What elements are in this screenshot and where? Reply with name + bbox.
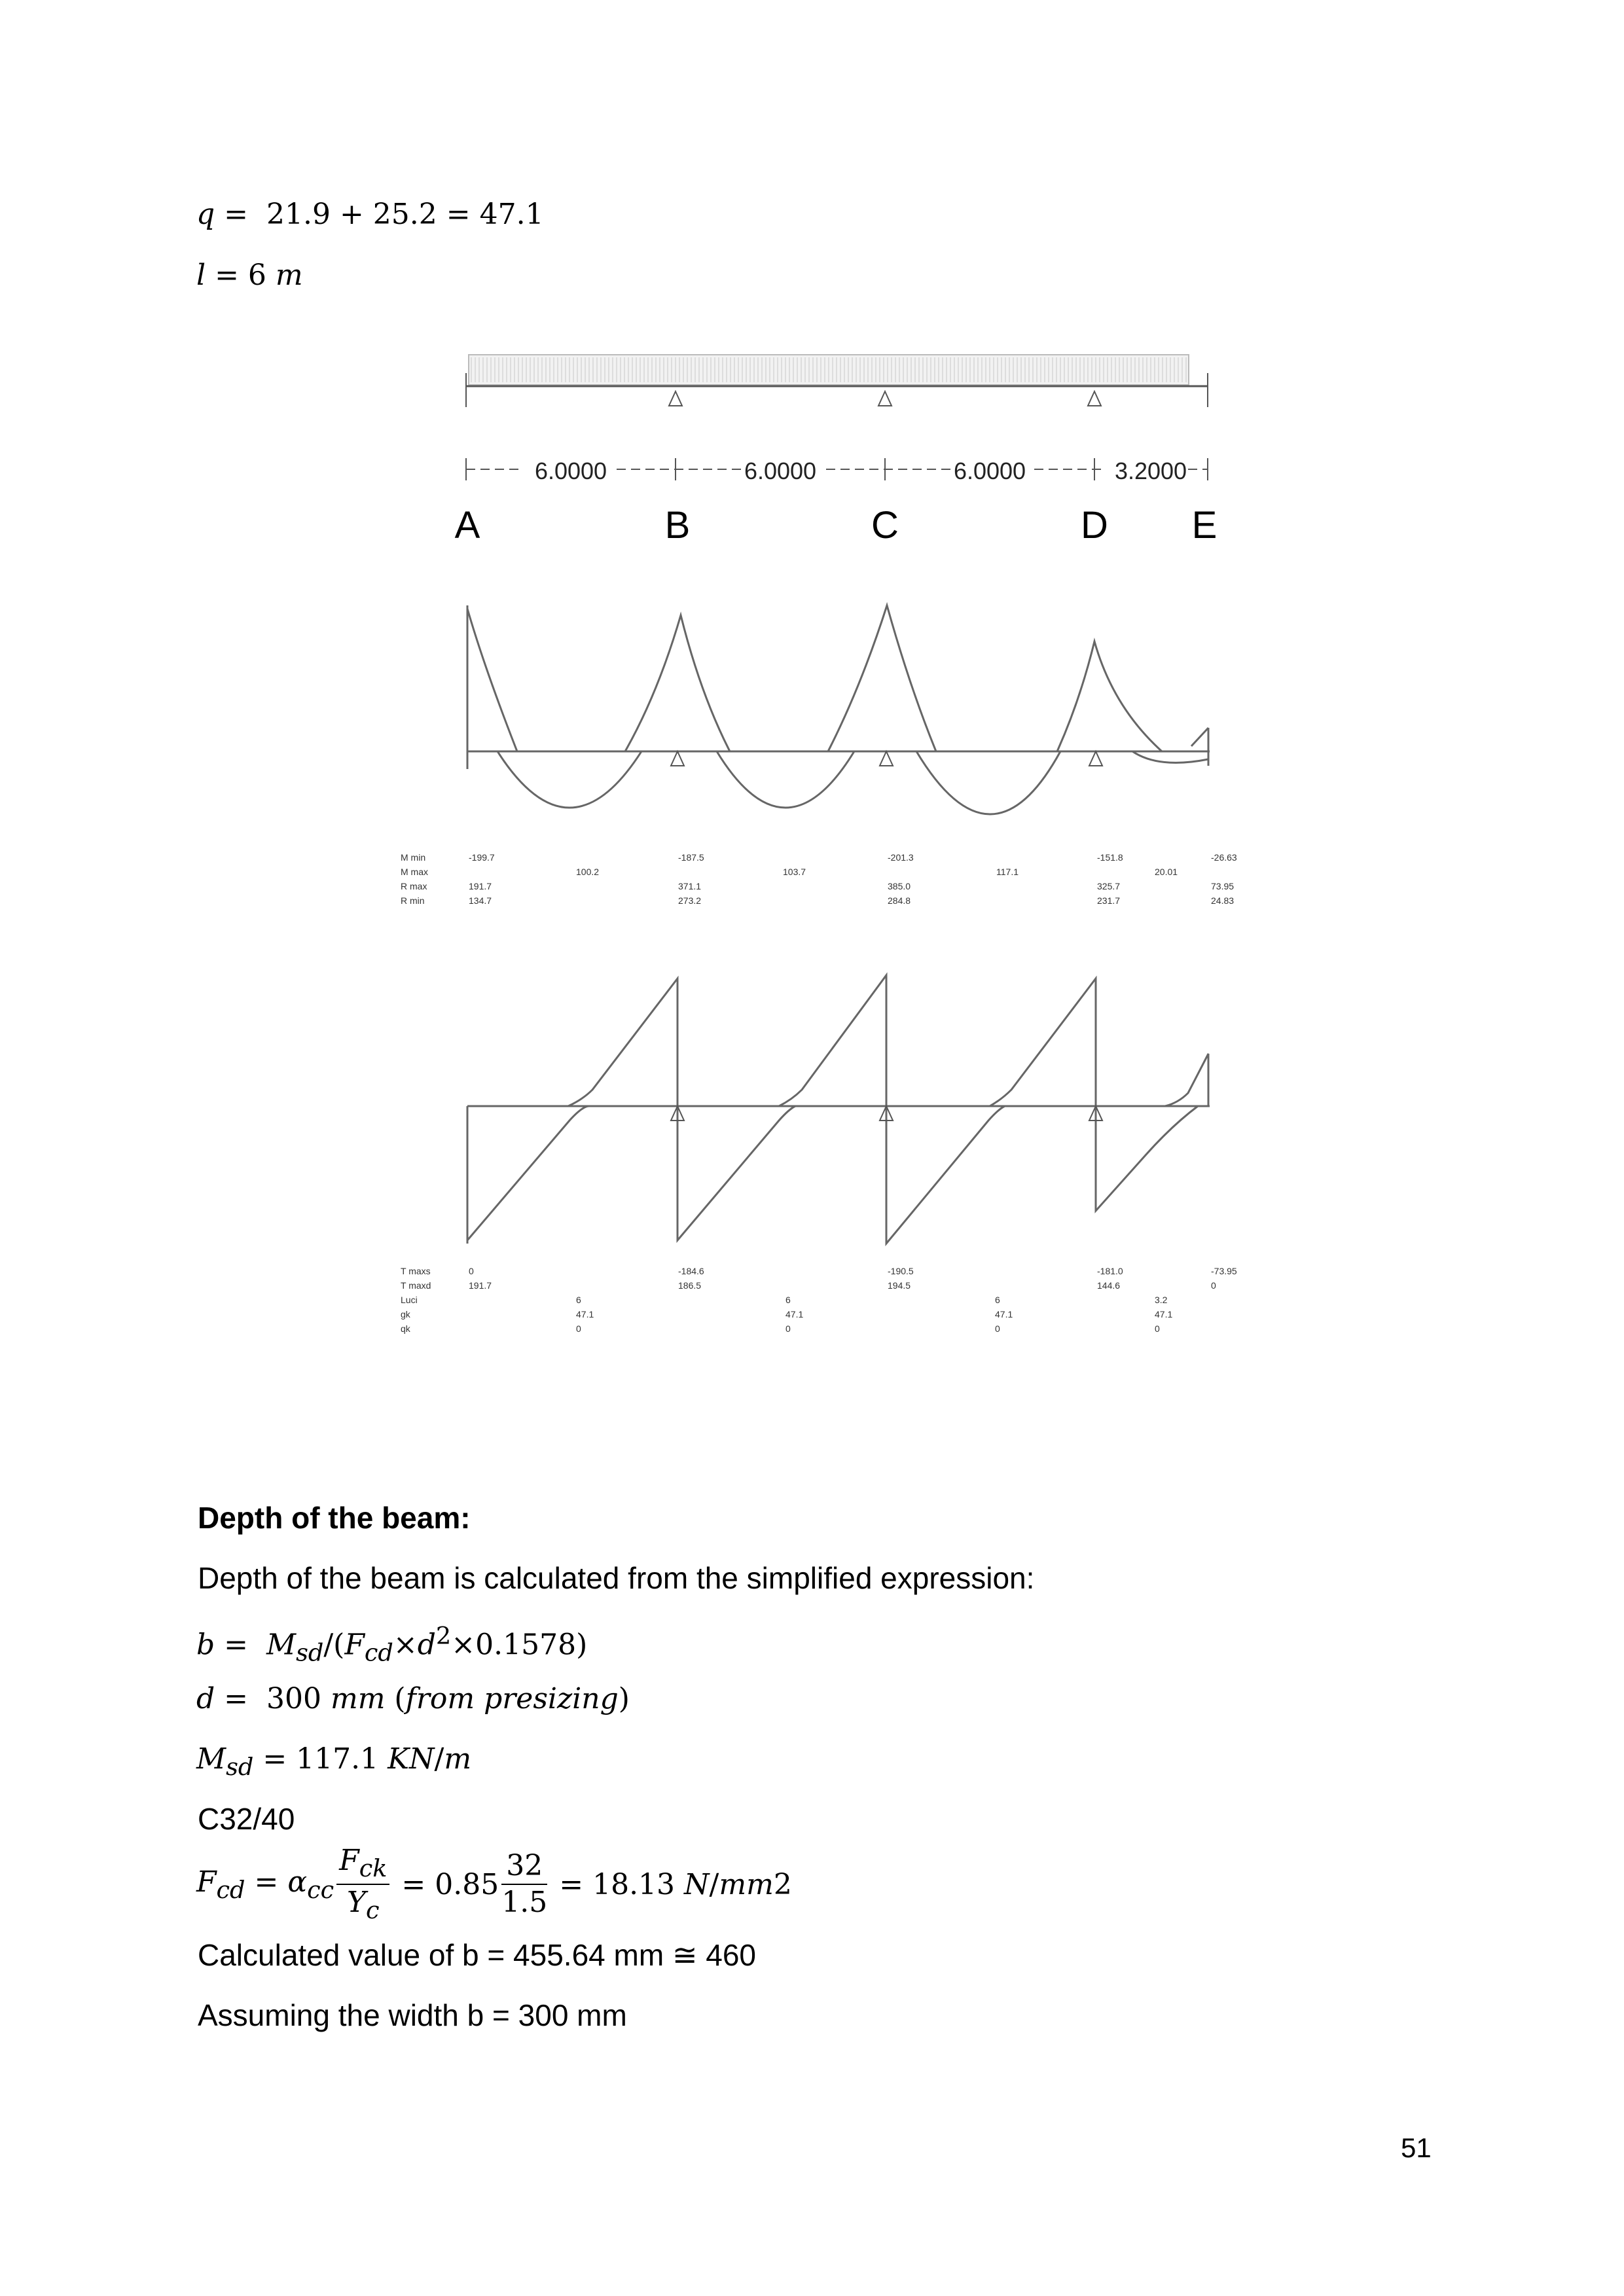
row-label: R max (401, 881, 427, 891)
table-cell: -151.8 (1097, 852, 1123, 863)
table-cell: 191.7 (469, 881, 492, 891)
row-label: R min (401, 895, 425, 906)
span-label: 3.2000 (1114, 457, 1187, 484)
table-cell: 73.95 (1211, 881, 1235, 891)
support-icon (671, 751, 1102, 766)
table-cell: 6 (785, 1295, 791, 1305)
section-heading: Depth of the beam: (198, 1501, 471, 1535)
support-icon (669, 391, 1101, 406)
table-cell: 0 (469, 1266, 474, 1276)
result-text: Calculated value of b = 455.64 mm ≅ 460 (198, 1938, 756, 1972)
table-cell: 117.1 (996, 867, 1019, 877)
page-number: 51 (1401, 2132, 1432, 2163)
table-cell: 186.5 (678, 1280, 702, 1291)
table-cell: 6 (995, 1295, 1000, 1305)
table-cell: -73.95 (1211, 1266, 1237, 1276)
row-label: M max (401, 867, 428, 877)
table-cell: 47.1 (785, 1309, 804, 1319)
table-cell: 325.7 (1097, 881, 1121, 891)
equation-d: d = 300 mm (from presizing) (196, 1682, 630, 1715)
table-cell: 0 (1155, 1323, 1160, 1334)
node-label: B (664, 504, 691, 547)
intro-text: Depth of the beam is calculated from the simplified expression: (198, 1561, 1035, 1595)
table-cell: 144.6 (1097, 1280, 1121, 1291)
table-cell: 0 (785, 1323, 791, 1334)
table-cell: 134.7 (469, 895, 492, 906)
node-label: C (871, 504, 899, 547)
table-cell: -184.6 (678, 1266, 704, 1276)
table-cell: 371.1 (678, 881, 702, 891)
assumption-text: Assuming the width b = 300 mm (198, 1998, 627, 2032)
table-cell: 20.01 (1155, 867, 1178, 877)
table-cell: 100.2 (576, 867, 600, 877)
equation-msd: $M_{sd} = 117.1$ KN/m (196, 1742, 472, 1781)
node-label: E (1191, 504, 1218, 547)
distributed-load (469, 355, 1189, 385)
table-cell: 191.7 (469, 1280, 492, 1291)
node-label: D (1081, 504, 1108, 547)
moment-envelope (467, 605, 1210, 814)
table-cell: 273.2 (678, 895, 702, 906)
node-label: A (454, 504, 480, 547)
table-cell: 6 (576, 1295, 581, 1305)
table-cell: 47.1 (576, 1309, 594, 1319)
equation-b: $b = M_{sd}/(F_{cd}\times d^2\times 0.1578)$ (196, 1622, 588, 1667)
table-cell: 0 (576, 1323, 581, 1334)
equation-fcd: $F_{cd} = \alpha_{cc}$ $\frac{F_{ck}}{Y_c}$ = 0.85 $\frac{32}{1.5}$ = 18.13 N/mm2 (196, 1844, 792, 1925)
row-label: T maxs (401, 1266, 431, 1276)
table-cell: -26.63 (1211, 852, 1237, 863)
row-label: qk (401, 1323, 410, 1334)
table-cell: -190.5 (888, 1266, 914, 1276)
shear-table (401, 1266, 1237, 1334)
row-label: T maxd (401, 1280, 431, 1291)
shear-envelope (467, 975, 1210, 1244)
table-cell: 385.0 (888, 881, 911, 891)
table-cell: 47.1 (1155, 1309, 1173, 1319)
span-label: 6.0000 (534, 457, 607, 484)
table-cell: 231.7 (1097, 895, 1121, 906)
equation-l: l = 6 m (196, 259, 303, 292)
table-cell: 0 (1211, 1280, 1216, 1291)
table-cell: 24.83 (1211, 895, 1235, 906)
row-label: Luci (401, 1295, 418, 1305)
row-label: gk (401, 1309, 410, 1319)
equation-q: q = 21.9 + 25.2 = 47.1 (196, 198, 544, 231)
table-cell: 194.5 (888, 1280, 911, 1291)
span-label: 6.0000 (744, 457, 817, 484)
table-cell: -187.5 (678, 852, 704, 863)
row-label: M min (401, 852, 426, 863)
table-cell: -201.3 (888, 852, 914, 863)
table-cell: 0 (995, 1323, 1000, 1334)
span-label: 6.0000 (953, 457, 1026, 484)
table-cell: -181.0 (1097, 1266, 1123, 1276)
table-cell: 3.2 (1155, 1295, 1168, 1305)
table-cell: 47.1 (995, 1309, 1013, 1319)
concrete-class: C32/40 (198, 1802, 295, 1836)
table-cell: 284.8 (888, 895, 911, 906)
table-cell: -199.7 (469, 852, 495, 863)
table-cell: 103.7 (783, 867, 806, 877)
moment-table (401, 852, 1237, 906)
